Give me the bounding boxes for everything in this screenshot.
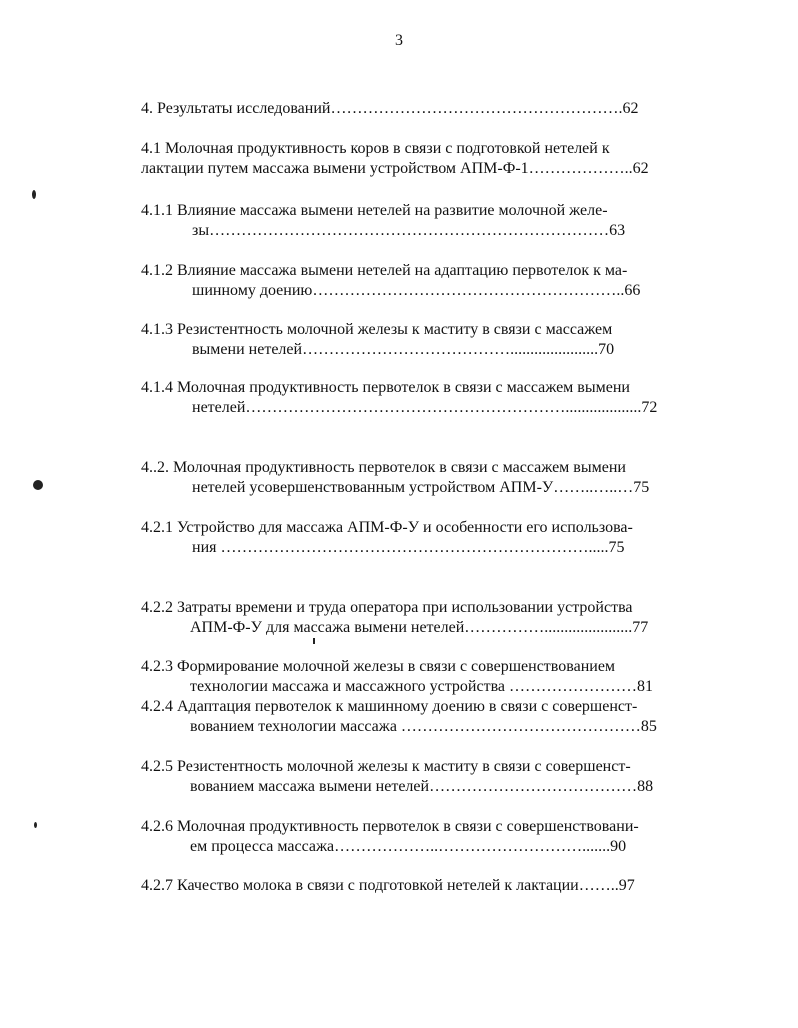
toc-entry-4-2-4-line-1: 4.2.4 Адаптация первотелок к машинному доению в связи с совершенст- <box>141 698 638 715</box>
toc-entry-4: 4. Результаты исследований……………………………………………….62 <box>141 100 639 117</box>
toc-entry-4-2-7: 4.2.7 Качество молока в связи с подготовкой нетелей к лактации……..97 <box>141 877 635 894</box>
toc-entry-4-2-5-line-2: вованием массажа вымени нетелей…………………………………88 <box>190 778 654 795</box>
toc-entry-4-2-6-line-2: ем процесса массажа………………..……………………….......90 <box>190 838 627 855</box>
toc-entry-4-1-1-line-2: зы…………………………………………………………………63 <box>192 222 626 239</box>
toc-entry-4-1-3-line-1: 4.1.3 Резистентность молочной железы к маститу в связи с массажем <box>141 321 613 338</box>
page-number: 3 <box>395 32 403 49</box>
toc-entry-4-1-2-line-1: 4.1.2 Влияние массажа вымени нетелей на адаптацию первотелок к ма- <box>141 262 628 279</box>
scan-speck <box>313 638 315 644</box>
scan-speck <box>34 822 37 828</box>
toc-entry-4-2-1-line-2: ния …………………………………………………………….....75 <box>192 539 625 556</box>
toc-entry-4-2-1-line-1: 4.2.1 Устройство для массажа АПМ-Ф-У и особенности его использова- <box>141 519 633 536</box>
toc-entry-4-1-line-2: лактации путем массажа вымени устройством АПМ-Ф-1………………..62 <box>141 160 649 177</box>
toc-entry-4-2-6-line-1: 4.2.6 Молочная продуктивность первотелок в связи с совершенствовани- <box>141 818 639 835</box>
scan-speck <box>33 480 43 490</box>
toc-entry-4-2-2-line-2: АПМ-Ф-У для массажа вымени нетелей……………......................77 <box>190 619 649 636</box>
toc-entry-4-2-2-line-1: 4.2.2 Затраты времени и труда оператора при использовании устройства <box>141 599 633 616</box>
toc-entry-4-1-4-line-2: нетелей……………………………………………………...................72 <box>192 399 658 416</box>
toc-entry-4-2-3-line-2: технологии массажа и массажного устройства ……………………81 <box>190 678 654 695</box>
toc-entry-4-1-line-1: 4.1 Молочная продуктивность коров в связи с подготовкой нетелей к <box>141 140 610 157</box>
toc-entry-4-2-4-line-2: вованием технологии массажа ………………………………………85 <box>190 718 657 735</box>
toc-entry-4-2-line-2: нетелей усовершенствованным устройством АПМ-У……..…..…75 <box>192 479 650 496</box>
toc-entry-4-2-3-line-1: 4.2.3 Формирование молочной железы в связи с совершенствованием <box>141 658 616 675</box>
toc-entry-4-2-5-line-1: 4.2.5 Резистентность молочной железы к маститу в связи с совершенст- <box>141 758 631 775</box>
toc-entry-4-1-1-line-1: 4.1.1 Влияние массажа вымени нетелей на развитие молочной желе- <box>141 202 608 219</box>
toc-entry-4-1-4-line-1: 4.1.4 Молочная продуктивность первотелок в связи с массажем вымени <box>141 379 630 396</box>
toc-entry-4-1-2-line-2: шинному доению…………………………………………………..66 <box>192 282 641 299</box>
toc-entry-4-1-3-line-2: вымени нетелей…………………………………......................70 <box>192 341 615 358</box>
toc-entry-4-2-line-1: 4..2. Молочная продуктивность первотелок в связи с массажем вымени <box>141 459 626 476</box>
scan-speck <box>32 190 36 199</box>
